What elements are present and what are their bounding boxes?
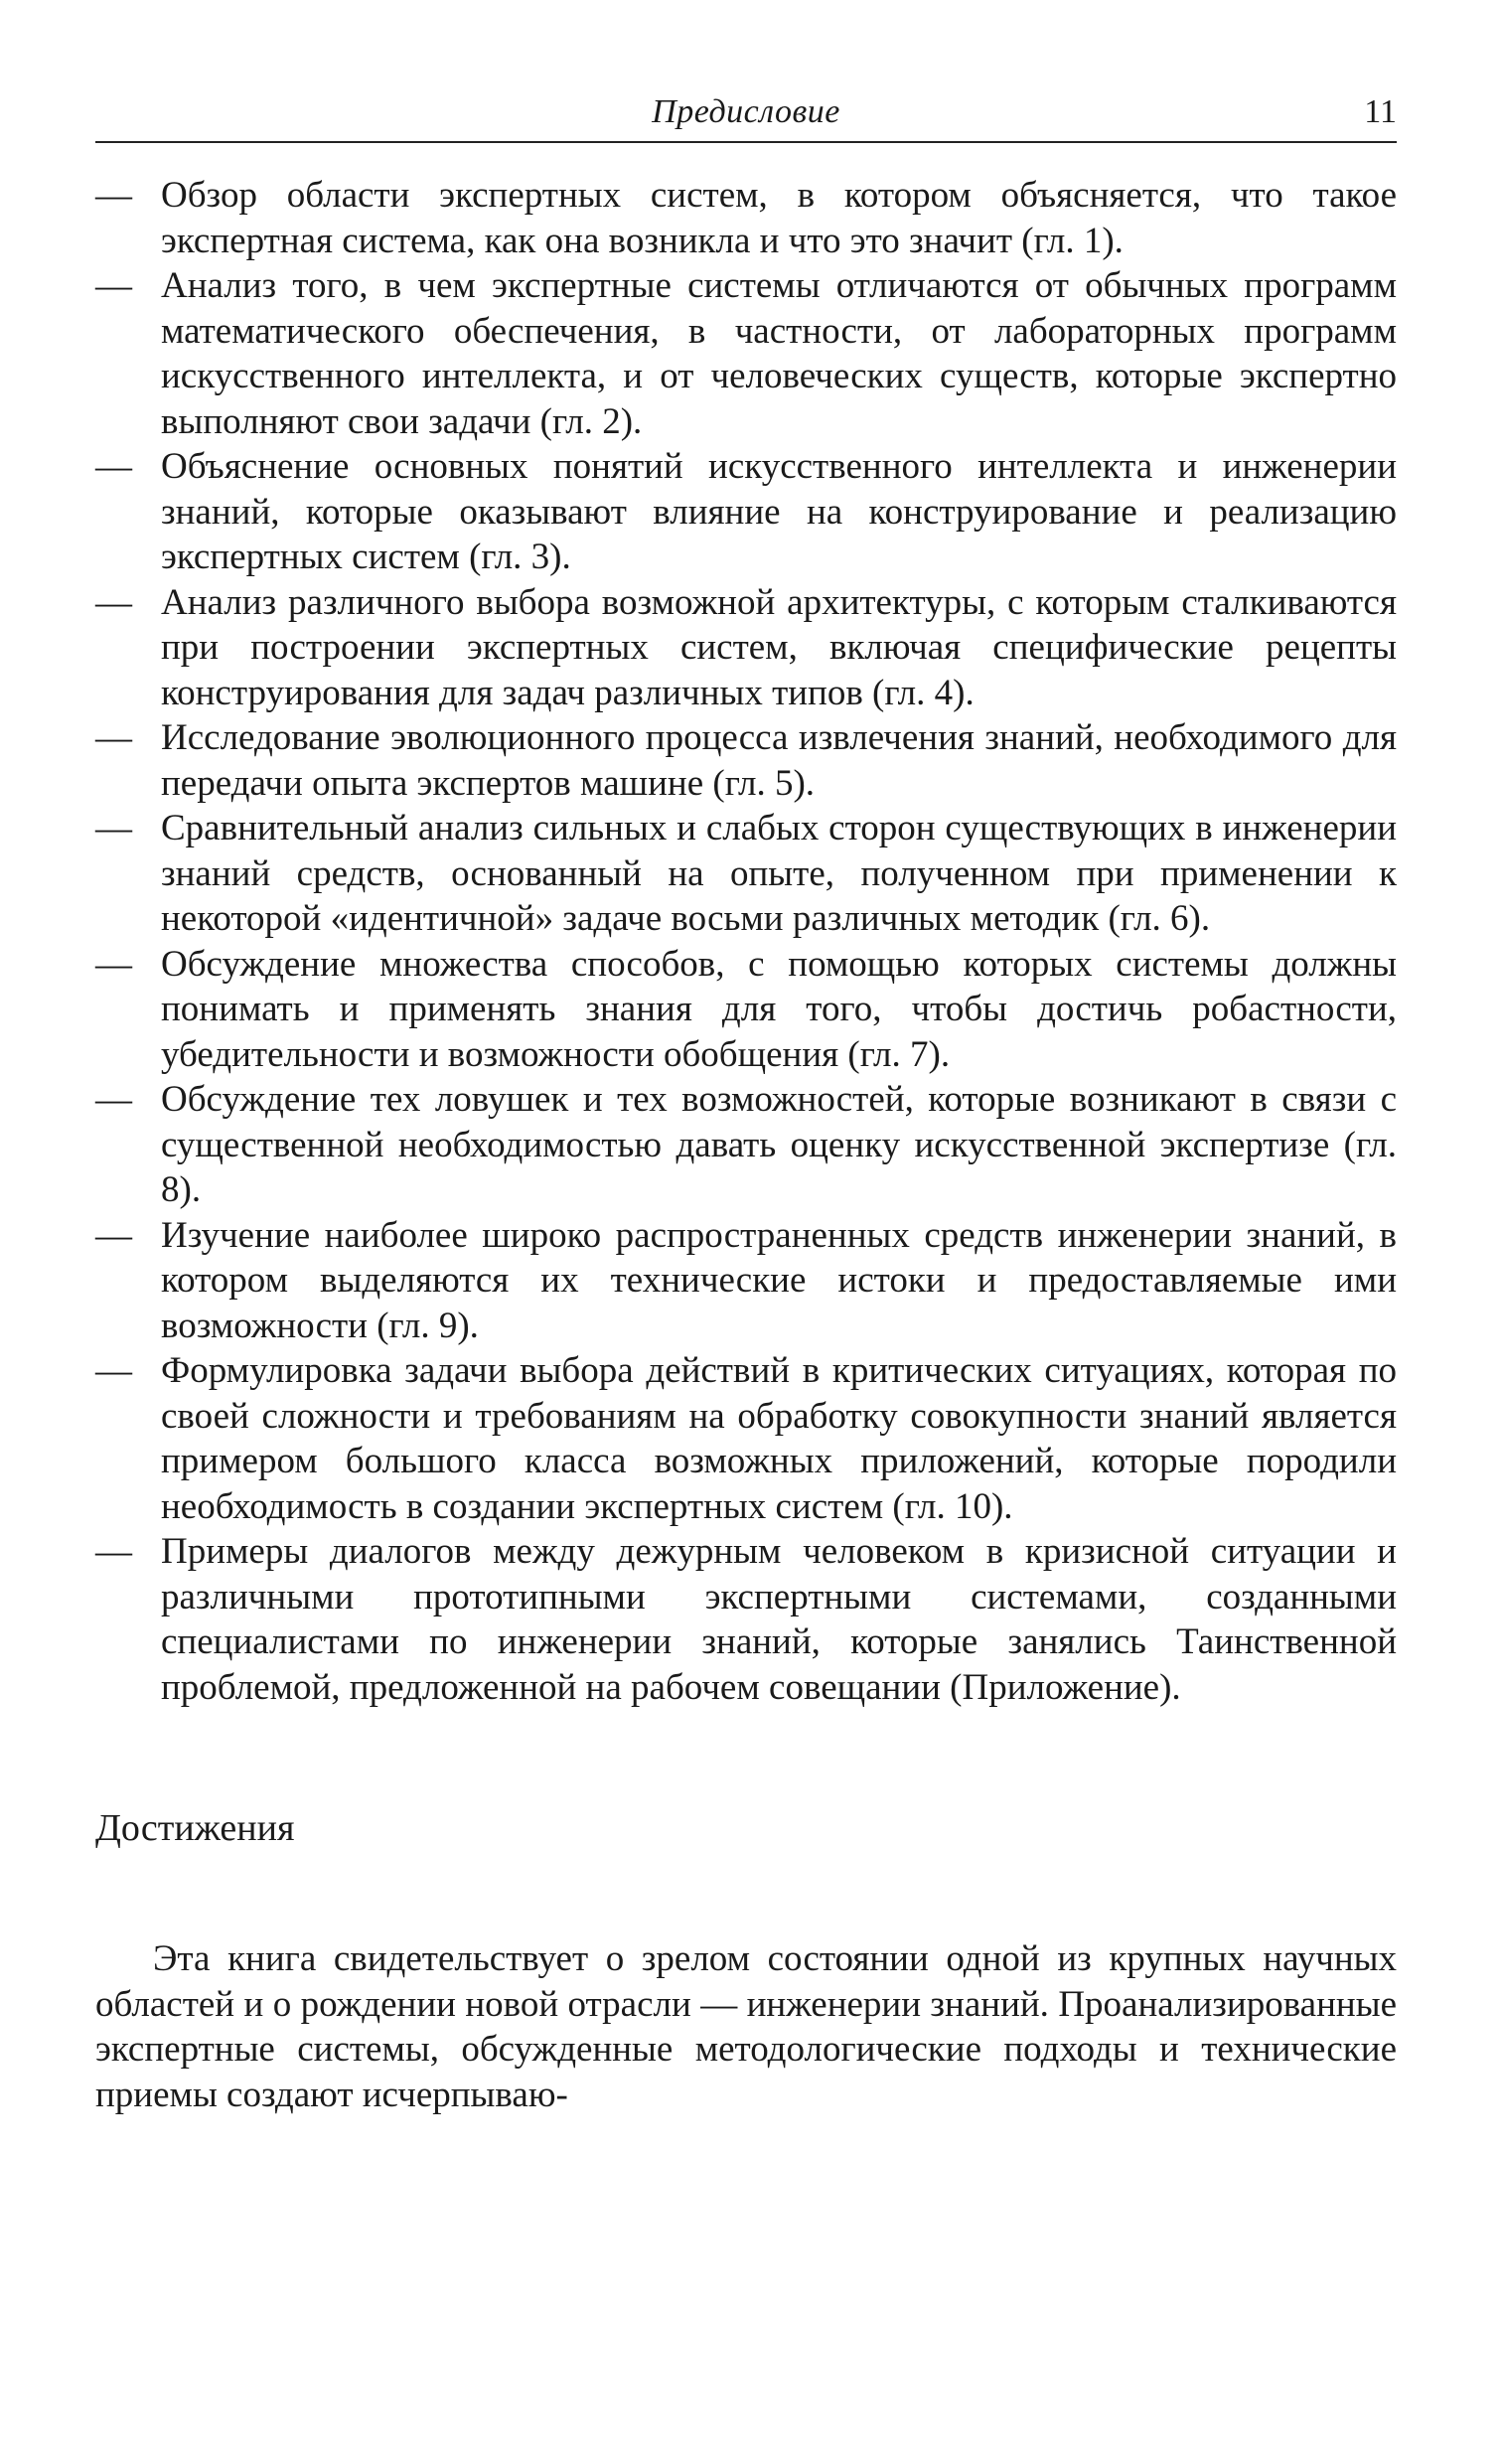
page-number: 11 [1364, 93, 1397, 130]
list-dash: — [95, 943, 132, 985]
list-item [95, 1077, 1397, 1213]
list-item-text: Обсуждение тех ловушек и тех возможностей, которые возникают в связи с существенной необходимостью давать оценку искусственной экспертизе (гл. 8). [161, 1079, 1397, 1210]
list-dash: — [95, 1079, 132, 1120]
list-item-text: Сравнительный анализ сильных и слабых сторон существующих в инженерии знаний средств, основанный на опыте, полученном при применении к некоторой «идентичной» задаче восьми различных методик (гл. 6). [161, 808, 1397, 939]
running-head [95, 87, 1397, 143]
list-item-text: Формулировка задачи выбора действий в критических ситуациях, которая по своей сложности и требованиям на обработку совокупности знаний является примером большого класса возможных приложений, которые породили необходимость в создании экспертных систем (гл. 10). [161, 1350, 1397, 1527]
list-dash: — [95, 808, 132, 848]
book-page [95, 87, 1397, 2117]
list-item [95, 1213, 1397, 1349]
list-item [95, 1348, 1397, 1529]
list-dash: — [95, 1350, 132, 1391]
list-item-text: Изучение наиболее широко распространенных средств инженерии знаний, в котором выделяются их технические истоки и предоставляемые ими возможности (гл. 9). [161, 1214, 1397, 1346]
list-item [95, 444, 1397, 580]
body-paragraph: Эта книга свидетельствует о зрелом состоянии одной из крупных научных областей и о рождении новой отрасли — инженерии знаний. Проанализированные экспертные системы, обсужденные методологические подходы и технические приемы создают исчерпываю- [95, 1938, 1397, 2115]
list-item-text: Анализ того, в чем экспертные системы отличаются от обычных программ математического обеспечения, в частности, от лабораторных программ искусственного интеллекта, и от человеческих существ, которые экспертно выполняют свои задачи (гл. 2). [161, 265, 1397, 442]
list-dash: — [95, 446, 132, 487]
list-item-text: Обсуждение множества способов, с помощью которых системы должны понимать и применять знания для того, чтобы достичь робастности, убедительности и возможности обобщения (гл. 7). [161, 943, 1397, 1075]
list-item [95, 263, 1397, 444]
list-dash: — [95, 265, 132, 306]
list-item [95, 1529, 1397, 1710]
list-item [95, 173, 1397, 263]
list-item [95, 580, 1397, 716]
running-head-title: Предисловие [652, 93, 840, 130]
list-item [95, 942, 1397, 1078]
list-dash: — [95, 175, 132, 216]
list-item [95, 715, 1397, 806]
chapter-overview-list [95, 173, 1397, 1710]
list-dash: — [95, 717, 132, 758]
list-item-text: Примеры диалогов между дежурным человеком в кризисной ситуации и различными прототипными экспертными системами, созданными специалистами по инженерии знаний, которые занялись Таинственной проблемой, предложенной на рабочем совещании (Приложение). [161, 1531, 1397, 1708]
list-dash: — [95, 581, 132, 623]
list-dash: — [95, 1531, 132, 1572]
section-heading: Достижения [95, 1807, 295, 1849]
list-item-text: Анализ различного выбора возможной архитектуры, с которым сталкиваются при построении экспертных систем, включая специфические рецепты конструирования для задач различных типов (гл. 4). [161, 581, 1397, 713]
list-item-text: Исследование эволюционного процесса извлечения знаний, необходимого для передачи опыта экспертов машине (гл. 5). [161, 717, 1397, 804]
list-item-text: Обзор области экспертных систем, в котором объясняется, что такое экспертная система, как она возникла и что это значит (гл. 1). [161, 175, 1397, 261]
list-dash: — [95, 1214, 132, 1256]
list-item-text: Объяснение основных понятий искусственного интеллекта и инженерии знаний, которые оказывают влияние на конструирование и реализацию экспертных систем (гл. 3). [161, 446, 1397, 577]
list-item [95, 806, 1397, 942]
